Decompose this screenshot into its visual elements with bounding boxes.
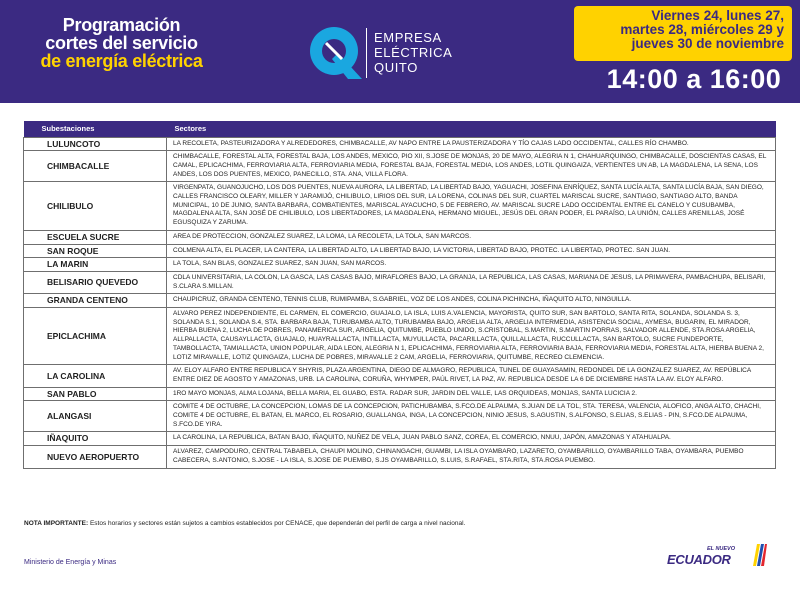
table-row xyxy=(24,271,776,293)
sector-list: COLMENA ALTA, EL PLACER, LA CANTERA, LA LIBERTAD ALTO, LA LIBERTAD BAJO, LA VICTORIA, LIBERTAD BAJO, PROTEC. LA LIBERTAD, PROTEC. SAN JUAN. xyxy=(167,244,776,258)
table-row xyxy=(24,230,776,244)
dates-line-2: martes 28, miércoles 29 y xyxy=(620,22,784,37)
note-label: NOTA IMPORTANTE: xyxy=(24,520,89,527)
ecuador-brand-logo xyxy=(667,546,765,572)
substation-name: BELISARIO QUEVEDO xyxy=(24,271,167,293)
dates-line-1: Viernes 24, lunes 27, xyxy=(651,8,784,23)
substation-name: NUEVO AEROPUERTO xyxy=(24,446,167,468)
title-line-3: de energía eléctrica xyxy=(40,51,203,71)
substation-name: LA MARIN xyxy=(24,258,167,272)
table-row xyxy=(24,365,776,387)
sector-list: COMITE 4 DE OCTUBRE, LA CONCEPCION, LOMAS DE LA CONCEPCION, PATICHUBAMBA, S.FCO.DE ALPAUMA, S.JUAN DE LA TOL, STA. TERESA, VALENCIA, ALOFICO, ANGA ALTO, CHACHI, COMITE 4 DE OCTUBRE, EL BATAN, EL MARCO, EL ROSARIO, GUALLANGA, INGA, LA CONCEPCION, NINIO JESUS, S.AGUSTIN, S.ALFONSO, S.ELIAS, S.ELIAS - PIN, S.FCO.DE ALPAUMA, S.FCO.DE YIRA. xyxy=(167,401,776,432)
ministry-label: Ministerio de Energía y Minas xyxy=(24,559,117,566)
eeq-logo-icon xyxy=(308,25,364,81)
table-row xyxy=(24,151,776,182)
logo-divider xyxy=(366,28,367,78)
company-line-1: EMPRESA xyxy=(374,30,442,45)
dates-text xyxy=(574,9,784,51)
substation-name: LULUNCOTO xyxy=(24,137,167,151)
dates-line-3: jueves 30 de noviembre xyxy=(631,36,784,51)
note-text: Estos horarios y sectores están sujetos a cambios establecidos por CENACE, que dependerán del perfil de carga a nivel nacional. xyxy=(88,520,466,527)
table-header-row xyxy=(24,121,776,137)
table-row xyxy=(24,387,776,401)
table-row xyxy=(24,401,776,432)
substation-name: IÑAQUITO xyxy=(24,432,167,446)
header-sectors: Sectores xyxy=(167,121,776,137)
sector-list: 1RO MAYO MONJAS, ALMA LOJANA, BELLA MARIA, EL GUABO, ESTA. RADAR SUR, JARDIN DEL VALLE, LAS ORQUIDEAS, MONJAS, SANTA LUCICIA 2. xyxy=(167,387,776,401)
company-name xyxy=(374,30,452,75)
sector-list: CHIMBACALLE, FORESTAL ALTA, FORESTAL BAJA, LOS ANDES, MEXICO, PIO XII, S.JOSE DE MONJAS, 20 DE MAYO, ALEGRIA N 1, CHAHUARQUINGO, CHIMBACALLE, DOSCIENTAS CASAS, EL CAMAL, EPLICACHIMA, FERROVIARIA ALTA, FERROVIARIA MEDIA, FORESTAL BAJA, FORESTAL MEDIA, LOS ANDES, LOTIL QUINGAIZA, VERTIENTES UN AB, LA MAGDALENA, LA SENA, LOS ANDES, LOS DOS PUENTES, MEXICO, PANECILLO, STA. ANA, VILLA FLORA. xyxy=(167,151,776,182)
sector-list: ALVAREZ, CAMPODURO, CENTRAL TABABELA, CHAUPI MOLINO, CHINANGACHI, GUAMBI, LA ISLA OYAMBARO, LAZARETO, OYAMBARILLO, OYAMBARILLO TABA, OYAMBARA, PUEMBO CABECERA, S.ANTONIO, S.JOSE - LA ISLA, S.JOSE DE PUEMBO, S.JS OYAMBARILLO, S.LUIS, S.RAFAEL, STA.RITA, STA.ROSA PUEMBO. xyxy=(167,446,776,468)
substation-name: ESCUELA SUCRE xyxy=(24,230,167,244)
outage-table xyxy=(23,121,776,469)
sector-list: CHAUPICRUZ, GRANDA CENTENO, TENNIS CLUB, RUMIPAMBA, S.GABRIEL, VOZ DE LOS ANDES, COLINA PICHINCHA, IÑAQUITO ALTO, NINGUILLA. xyxy=(167,294,776,308)
title-line-2: cortes del servicio xyxy=(45,33,198,53)
substation-name: SAN ROQUE xyxy=(24,244,167,258)
brand-small-text: EL NUEVO xyxy=(706,546,735,552)
title-line-1: Programación xyxy=(62,15,181,35)
company-line-3: QUITO xyxy=(374,60,418,75)
important-note xyxy=(24,520,465,527)
sector-list: AREA DE PROTECCION, GONZALEZ SUAREZ, LA LOMA, LA RECOLETA, LA TOLA, SAN MARCOS. xyxy=(167,230,776,244)
sector-list: LA RECOLETA, PASTEURIZADORA Y ALREDEDORES, CHIMBACALLE, AV NAPO ENTRE LA PAUSTERIZADORA Y TÍO CAJAS LADO OCCIDENTAL, CALLES RÍO CHAMBO. xyxy=(167,137,776,151)
brand-big-text: ECUADOR xyxy=(667,552,731,567)
company-line-2: ELÉCTRICA xyxy=(374,45,453,60)
sector-list: VIRGENPATA, GUANOJUCHO, LOS DOS PUENTES, NUEVA AURORA, LA LIBERTAD, LA LIBERTAD BAJO, YAGUACHI, JOSEFINA ENRÍQUEZ, SANTA LUCÍA ALTA, SANTA LUCÍA BAJA, SAN DIEGO, CALLES FRANCISCO OLEARY, MILLER Y JARAMIJÓ, CHILIBULO, LIRIOS DEL SUR, LA LORENA, COLINAS DEL SUR, CUARTEL MARISCAL SUCRE, SANTIAGO, SANTIAGO ALTO, BANDA MUNICIPAL, 10 DE JUNIO, SANTA BARBARA, COMBATIENTES, MARISCAL AYACUCHO, 5 DE FEBRERO, AV. MARISCAL SUCRE LADO OCCIDENTAL ENTRE EL CANELO Y CUSUBAMBA, MAGDALENA ALTA, SAN JOSÉ DE CHILIBULO, LOS LIBERTADORES, LA MAGDALENA, HERMANO MIGUEL, JESÚS DEL GRAN PODER, EL PARAÍSO, LA UNIÓN, CALLES ARENILLAS, JOSÉ EGUSQUIZA Y ZARUMA. xyxy=(167,182,776,231)
sector-list: AV. ELOY ALFARO ENTRE REPUBLICA Y SHYRIS, PLAZA ARGENTINA, DIEGO DE ALMAGRO, REPUBLICA, TUNEL DE GUAYASAMIN, REDONDEL DE LA GONZALEZ SUAREZ, AV. REPÚBLICA ENTRE DIEZ DE AGOSTO Y AMAZONAS, URB. LA CAROLINA, CORUÑA, WHYMPER, PAÚL RIVET, LA PAZ, AV. REPUBLICA DESDE LA 6 DE DICIEMBRE HASTA LA AV. ELOY ALFARO. xyxy=(167,365,776,387)
substation-name: EPICLACHIMA xyxy=(24,308,167,365)
substation-name: CHIMBACALLE xyxy=(24,151,167,182)
table-row xyxy=(24,446,776,468)
table-row xyxy=(24,258,776,272)
page-title xyxy=(34,16,209,70)
sector-list: LA TOLA, SAN BLAS, GONZALEZ SUAREZ, SAN JUAN, SAN MARCOS. xyxy=(167,258,776,272)
sector-list: CDLA UNIVERSITARIA, LA COLON, LA GASCA, LAS CASAS BAJO, MIRAFLORES BAJO, LA GRANJA, LA REPUBLICA, LAS CASAS, MARIANA DE JESUS, LA PRIMAVERA, PAMBACHUPA, BELISARI, S.CLARA S.MILLAN. xyxy=(167,271,776,293)
table-row xyxy=(24,308,776,365)
time-range: 14:00 a 16:00 xyxy=(606,64,782,94)
table-row xyxy=(24,294,776,308)
substation-name: GRANDA CENTENO xyxy=(24,294,167,308)
header-substations: Subestaciones xyxy=(24,121,167,137)
table-row xyxy=(24,137,776,151)
table-row xyxy=(24,182,776,231)
substation-name: LA CAROLINA xyxy=(24,365,167,387)
sector-list: ALVARO PEREZ INDEPENDIENTE, EL CARMEN, EL COMERCIO, GUAJALO, LA ISLA, LUIS A.VALENCIA, MAYORISTA, QUITO SUR, SAN BARTOLO, SANTA RITA, SOLANDA, SOLANDA S. 3, SOLANDA S.1, SOLANDA S.4, STA. BARBARA BAJA, TURUBAMBA ALTO, TURUBAMBA BAJO, ARGELIA ALTA, ARGELIA INTERMEDIA, ASISTENCIA SOCIAL, AYMESA, BUGARIN, EL MIRADOR, HIERBA BUENA 2, LUCHA DE POBRES, PANAMERICA SUR, ARGELIA, QUITUMBE, PUEBLO UNIDO, S.CRISTOBAL, S.MARTIN, S.MARTIN PORRAS, SALVADOR ALLENDE, STA.ROSA ARGELIA, ALLPALLACTA, CAUSAYLLACTA, GUAJALO, HUAYRALLACTA, INTILLACTA, MUYULLACTA, PACARILLACTA, QUILLALLACTA, RUCCULLACTA, SAN BARTOLO, SUCRE FUNDEPORTE, TAMBOLLACTA, TAMIALLACTA, UNION POPULAR, AIDA LEON, ALEGRIA N 1, EPLICACHIMA, FERROVIARIA ALTA, FERROVIARIA BAJA, FERROVIARIA MEDIA, FORESTAL ALTA, HIERBA BUENA 2, LOTIZ MIRAVALLE, LOTIZ QUINGAIZA, LUCHA DE POBRES, MIRAVALLE 2 CAM, ARGELIA, FERROVIARIA, QUITUMBE, RECREO CLEMENCIA. xyxy=(167,308,776,365)
substation-name: CHILIBULO xyxy=(24,182,167,231)
substation-name: SAN PABLO xyxy=(24,387,167,401)
table-row xyxy=(24,432,776,446)
flag-stripes-icon xyxy=(753,544,767,566)
table-row xyxy=(24,244,776,258)
sector-list: LA CAROLINA, LA REPUBLICA, BATAN BAJO, IÑAQUITO, NUÑEZ DE VELA, JUAN PABLO SANZ, COREA, EL COMERCIO, NNUU, JAPÓN, AMAZONAS Y ATAHUALPA. xyxy=(167,432,776,446)
substation-name: ALANGASI xyxy=(24,401,167,432)
